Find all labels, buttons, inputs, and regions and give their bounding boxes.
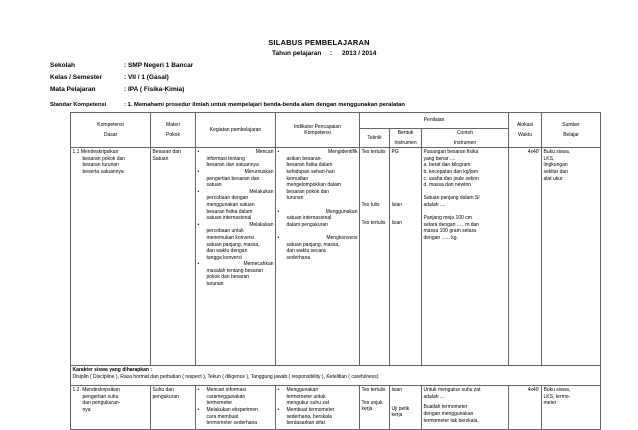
list-item: [198, 189, 274, 222]
col-header-kd: [71, 113, 151, 148]
cell-line: Tes unjuk: [361, 399, 383, 406]
academic-year-value: 2013 / 2014: [342, 50, 377, 57]
info-label: Mata Pelajaran: [50, 86, 96, 93]
bullet-icon: •: [277, 234, 280, 241]
list-item: [278, 387, 358, 407]
cell-line: Isian: [391, 387, 403, 394]
cell-line: sederhana, berskala: [286, 413, 332, 420]
cell-line: informasi tentang: [206, 155, 245, 162]
list-item: [198, 169, 274, 189]
cell-karakter: [71, 366, 601, 386]
info-value: : IPA ( Fisika-Kimia): [124, 86, 185, 93]
cell-line: pengertian besaran dan: [206, 175, 260, 182]
header-text: Sumber: [562, 121, 580, 128]
cell-line: masalah tentang besaran: [206, 267, 263, 274]
cell-line: Tes tertulis: [361, 149, 386, 156]
cell-line: asikan besaran-: [286, 155, 323, 162]
cell-line: dan waktu dengan: [206, 248, 248, 255]
header-text: Kompetensi: [304, 130, 331, 137]
cell-line: Melakukan eksperimen: [206, 406, 258, 413]
cell-line: satuan internasional: [206, 215, 252, 222]
list-item: [198, 407, 274, 427]
cell-line: dalam pengukuran: [286, 221, 328, 228]
cell-line: termometer sederhana: [206, 420, 258, 427]
bullet-icon: •: [197, 261, 200, 268]
cell-kd: [71, 148, 151, 366]
cell-line: besaran dan satuannya: [206, 162, 259, 169]
info-value: : VII / 1 (Gasal): [124, 74, 169, 81]
cell-teknik: [360, 148, 390, 366]
header-text: Materi: [166, 121, 180, 128]
cell-materi: [151, 386, 196, 430]
cell-line: Panjang meja 100 cm: [423, 215, 472, 222]
cell-line: Untuk mengukur suhu zat: [423, 387, 481, 394]
cell-line: Melakukan: [249, 221, 274, 228]
cell-line: Pasangan besaran fisika: [423, 149, 479, 156]
cell-bentuk: [390, 386, 422, 430]
cell-line: pengertian suhu: [82, 393, 119, 400]
bullet-icon: •: [277, 387, 280, 394]
cell-line: satuan internasional: [286, 215, 332, 222]
cell-line: kerja: [391, 412, 403, 419]
cell-alokasi: 4x40': [509, 148, 542, 366]
info-subject: [50, 86, 184, 93]
list-item: [278, 209, 358, 229]
cell-line: dengan ...... kg.: [423, 234, 458, 241]
cell-line: menemukan konversi: [206, 234, 255, 241]
cell-line: Memecahkan: [243, 261, 274, 268]
cell-line: adalah ....: [423, 201, 446, 208]
cell-line: besaran pokok dan: [286, 188, 330, 195]
cell-line: beserta satuannya: [82, 168, 124, 175]
cell-line: Menggunakan: [286, 387, 319, 394]
cell-line: adalah ...: [423, 393, 445, 400]
bullet-icon: •: [197, 406, 200, 413]
cell-line: lingkungan: [543, 162, 568, 169]
cell-line: cara membuat: [206, 413, 239, 420]
info-class: [50, 74, 169, 81]
cell-line: besaran fisika dalam: [286, 162, 333, 169]
cell-line: nya: [82, 406, 91, 413]
cell-line: Mengkonversi: [326, 234, 358, 241]
header-text: Alokasi: [516, 121, 534, 128]
list-item: [198, 149, 274, 169]
cell-line: Isian: [391, 220, 403, 227]
header-text: Contoh: [456, 130, 474, 136]
cell-line: mengukur suhu zat: [286, 400, 330, 407]
cell-line: Melakukan: [249, 188, 274, 195]
cell-line: pengukuran: [152, 393, 179, 400]
cell-line: sederhana: [286, 254, 311, 261]
cell-line: c. usaha dan joule sekon: [423, 175, 479, 182]
col-header-teknik: Teknik: [360, 129, 390, 148]
cell-line: 1.1 Mendeskripsikan: [72, 149, 119, 156]
col-header-bentuk: [390, 129, 422, 148]
cell-kd: [71, 386, 151, 430]
cell-line: satuan panjang, massa,: [206, 241, 260, 248]
cell-line: LKS,: [543, 155, 555, 162]
cell-teknik: [360, 386, 390, 430]
table-header-row: [71, 113, 601, 129]
cell-line: satuan panjang, massa,: [286, 241, 340, 248]
cell-line: 1.2. Mendeskripsikan: [72, 387, 120, 394]
cell-line: dan waktu secara: [286, 248, 326, 255]
cell-contoh: [422, 148, 509, 366]
col-header-kegiatan: Kegiatan pembelajaran: [196, 113, 276, 148]
header-text: Belajar: [563, 132, 579, 139]
header-text: Dasar: [103, 132, 118, 139]
cell-line: sekitar dan: [543, 168, 568, 175]
cell-line: Mencari informasi: [206, 387, 246, 394]
bullet-icon: •: [277, 149, 280, 156]
cell-indikator: [276, 386, 360, 430]
bullet-icon: •: [277, 406, 280, 413]
table-row: [71, 386, 601, 430]
cell-line: dan pengukuran-: [82, 400, 121, 407]
cell-line: tangga konversi: [206, 254, 242, 261]
standard-competency: [50, 102, 405, 108]
cell-line: dengan menggunakan: [423, 410, 474, 417]
karakter-text: Disiplin ( Discipline ), Rasa hormat dan perhatian ( respect ), Tekun ( diligence ), Tanggung jawab ( responsibility ), Ketelitian ( carefulness): [72, 373, 379, 380]
cell-line: meter: [543, 400, 557, 407]
header-text: Instrumen: [453, 139, 477, 146]
cell-line: PG: [391, 149, 399, 156]
cell-line: besaran fisika dalam: [206, 208, 253, 215]
col-header-indikator: [276, 113, 360, 148]
bullet-icon: •: [197, 387, 200, 394]
cell-line: Uji petik: [391, 405, 410, 412]
cell-line: carameggunakan: [206, 393, 246, 400]
cell-line: Buatlah termometer: [423, 404, 468, 411]
cell-indikator: [276, 148, 360, 366]
cell-sumber: [542, 148, 601, 366]
cell-line: Tes tertulis: [361, 387, 386, 394]
cell-line: setara dengan ..... m dan: [423, 221, 480, 228]
cell-line: Tes tulis: [361, 201, 380, 208]
bullet-icon: •: [197, 149, 200, 156]
info-label: Kelas / Semester: [50, 74, 103, 81]
list-item: [198, 261, 274, 287]
list-item: [198, 222, 274, 262]
list-item: [198, 387, 274, 407]
cell-line: mengelompokkan dalam: [286, 182, 341, 189]
info-school: [50, 62, 193, 69]
cell-sumber: [542, 386, 601, 430]
cell-line: percobaan dengan: [206, 195, 249, 202]
cell-line: turunan: [286, 195, 304, 202]
cell-line: b. kecepatan dan kg/jam: [423, 168, 478, 175]
cell-line: Menggunakan: [325, 208, 358, 215]
bullet-icon: •: [277, 208, 280, 215]
bullet-icon: •: [197, 188, 200, 195]
academic-year: [272, 50, 376, 57]
cell-line: Buku siswa,: [543, 387, 571, 394]
cell-line: Mengidentifik: [328, 149, 358, 156]
cell-line: LKS, termo-: [543, 393, 571, 400]
cell-line: kehidupan sehari-hari: [286, 168, 335, 175]
cell-line: termometer tak berskala,: [423, 417, 479, 424]
table-row: [71, 148, 601, 366]
cell-line: Membuat termometer: [286, 406, 335, 413]
list-item: [278, 235, 358, 261]
academic-year-label: Tahun pelajaran: [272, 50, 322, 57]
cell-line: pokok dan besaran: [206, 274, 250, 281]
standard-competency-value: : 1. Memahami prosedur ilmiah untuk mempelajari benda-benda alam dengan menggunakan peralatan: [124, 102, 405, 108]
cell-contoh: [422, 386, 509, 430]
col-header-alokasi: [509, 113, 542, 148]
cell-bentuk: [390, 148, 422, 366]
academic-year-colon: :: [330, 50, 333, 57]
cell-line: Isian: [391, 201, 403, 208]
syllabus-table: [70, 112, 601, 430]
header-text: Kompetensi: [97, 121, 124, 128]
col-header-materi: [151, 113, 196, 148]
karakter-row: [71, 366, 601, 386]
bullet-icon: •: [197, 168, 200, 175]
cell-alokasi: 4x40': [509, 386, 542, 430]
cell-line: besaran turunan: [82, 162, 119, 169]
cell-line: satuan: [206, 182, 222, 189]
col-header-penilaian: Penilaian: [360, 113, 509, 129]
header-text: Indikator Pencapaian: [294, 123, 341, 130]
cell-line: berdasarkan sifat: [286, 420, 325, 427]
cell-line: Buku siswa,: [543, 149, 571, 156]
header-text: Waktu: [518, 132, 532, 139]
cell-materi: [151, 148, 196, 366]
header-text: Bentuk: [397, 130, 414, 136]
col-header-sumber: [542, 113, 601, 148]
cell-line: besaran pokok dan: [82, 155, 126, 162]
cell-line: Tes tertulis: [361, 220, 386, 227]
cell-line: Satuan: [152, 155, 169, 162]
bullet-icon: •: [197, 221, 200, 228]
cell-line: Merumuskan: [244, 168, 274, 175]
cell-line: Besaran dan: [152, 149, 181, 156]
karakter-heading: Karakter siswa yang diharapkan :: [72, 367, 152, 374]
cell-line: Satuan panjang dalam SI: [423, 195, 480, 202]
cell-line: d. massa dan newton: [423, 182, 472, 189]
header-text: Instrumen: [394, 139, 417, 146]
document-title: SILABUS PEMBELAJARAN: [268, 38, 370, 47]
cell-line: percobaan untuk: [206, 228, 244, 235]
cell-line: a. berat dan kilogram: [423, 162, 471, 169]
col-header-contoh: [422, 129, 509, 148]
cell-line: alat ukur: [543, 175, 563, 182]
cell-kegiatan: [196, 386, 276, 430]
cell-line: menggunakan satuan: [206, 201, 255, 208]
cell-line: termometer untuk: [286, 393, 326, 400]
cell-line: Suhu dan: [152, 387, 174, 394]
header-text: Pokok: [166, 132, 180, 139]
cell-line: kerja: [361, 406, 373, 413]
cell-line: yang benar ....: [423, 155, 456, 162]
cell-line: Mencari: [255, 149, 274, 156]
list-item: [278, 407, 358, 427]
cell-line: turunan: [206, 281, 224, 288]
info-value: : SMP Negeri 1 Bancar: [124, 62, 194, 69]
standard-competency-label: Standar Kompetensi: [50, 102, 107, 108]
list-item: [278, 149, 358, 202]
info-label: Sekolah: [50, 62, 75, 69]
cell-line: termometer: [206, 400, 233, 407]
cell-line: kemudian: [286, 175, 309, 182]
cell-kegiatan: [196, 148, 276, 366]
cell-line: massa 100 gram setara: [423, 228, 477, 235]
